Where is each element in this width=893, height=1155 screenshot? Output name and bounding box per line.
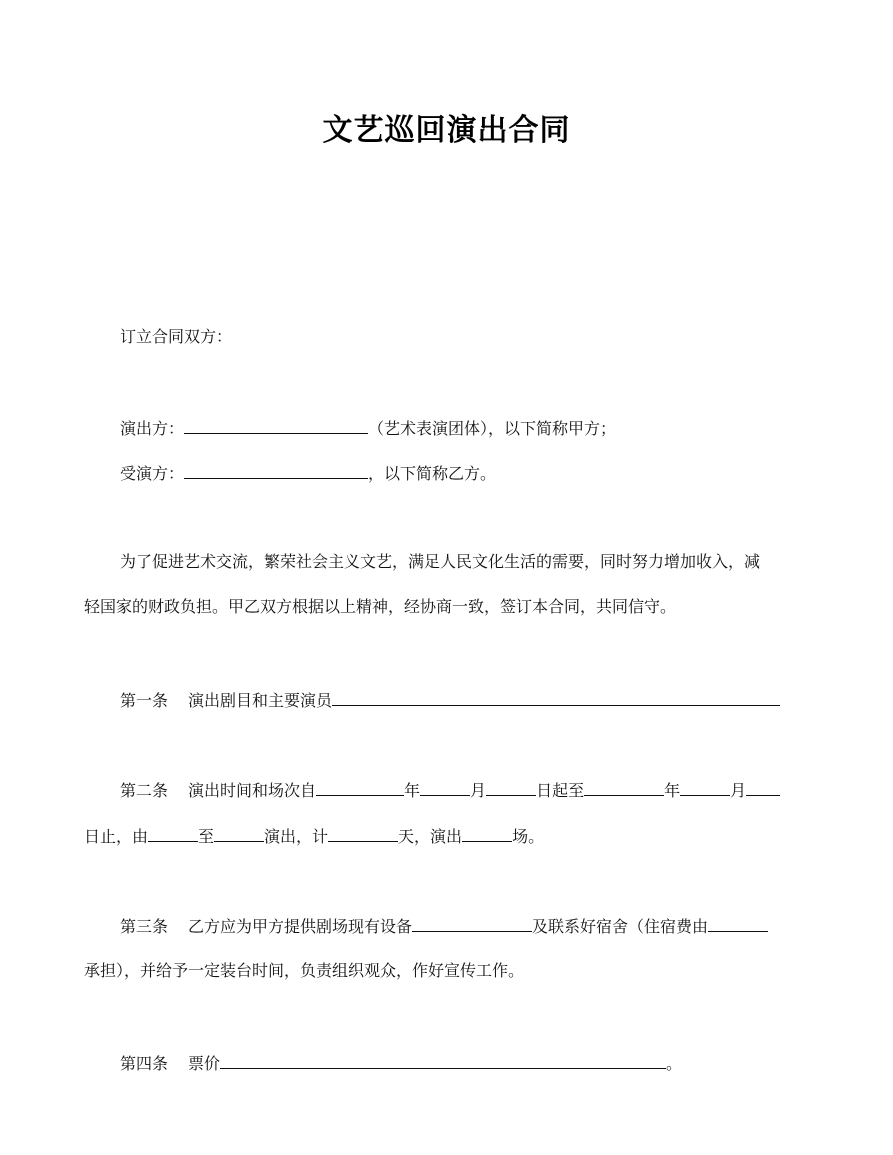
article-3-label: 第三条 bbox=[120, 917, 169, 936]
ticket-price-blank[interactable] bbox=[220, 1052, 666, 1069]
article-4 bbox=[120, 1052, 682, 1074]
host-suffix: ，以下简称乙方。 bbox=[368, 464, 497, 483]
to-place-blank[interactable] bbox=[214, 825, 264, 842]
article-3-text-b: 及联系好宿舍（住宿费由 bbox=[532, 917, 709, 936]
preamble-line-2: 轻国家的财政负担。甲乙双方根据以上精神，经协商一致，签订本合同，共同信守。 bbox=[84, 597, 677, 616]
article-2-line-1 bbox=[120, 779, 780, 801]
days-blank[interactable] bbox=[328, 825, 398, 842]
performer-blank[interactable] bbox=[184, 417, 368, 434]
period: 。 bbox=[666, 1054, 683, 1073]
document-title: 文艺巡回演出合同 bbox=[322, 113, 571, 148]
equipment-blank[interactable] bbox=[412, 915, 532, 932]
days-label: 天，演出 bbox=[398, 827, 463, 846]
shows-blank[interactable] bbox=[462, 825, 512, 842]
end-year-blank[interactable] bbox=[584, 779, 664, 796]
host-prefix: 受演方： bbox=[120, 464, 185, 483]
end-day-blank[interactable] bbox=[746, 779, 780, 796]
start-month-blank[interactable] bbox=[420, 779, 470, 796]
year-label: 年 bbox=[404, 781, 421, 800]
lodging-payer-blank[interactable] bbox=[708, 915, 768, 932]
start-day-blank[interactable] bbox=[486, 779, 536, 796]
day-start-label: 日起至 bbox=[536, 781, 585, 800]
month-label: 月 bbox=[730, 781, 747, 800]
year-label: 年 bbox=[664, 781, 681, 800]
host-blank[interactable] bbox=[184, 462, 368, 479]
month-label: 月 bbox=[470, 781, 487, 800]
article-3-line-1 bbox=[120, 915, 768, 937]
parties-label: 订立合同双方： bbox=[120, 327, 233, 346]
end-month-blank[interactable] bbox=[680, 779, 730, 796]
performer-suffix: （艺术表演团体），以下简称甲方； bbox=[368, 419, 617, 438]
article-3-line-2: 承担），并给予一定装台时间，负责组织观众，作好宣传工作。 bbox=[84, 961, 525, 980]
preamble-line-1: 为了促进艺术交流，繁荣社会主义文艺，满足人民文化生活的需要，同时努力增加收入，减 bbox=[120, 552, 761, 571]
performer-prefix: 演出方： bbox=[120, 419, 185, 438]
start-year-blank[interactable] bbox=[316, 779, 404, 796]
article-4-text: 票价 bbox=[188, 1054, 221, 1073]
article-2-label: 第二条 bbox=[120, 781, 169, 800]
article-3-text-a: 乙方应为甲方提供剧场现有设备 bbox=[188, 917, 413, 936]
article-1-label: 第一条 bbox=[120, 691, 169, 710]
host-line bbox=[120, 462, 496, 484]
performer-line bbox=[120, 417, 616, 439]
shows-label: 场。 bbox=[512, 827, 545, 846]
article-4-label: 第四条 bbox=[120, 1054, 169, 1073]
to-label: 至 bbox=[198, 827, 215, 846]
article-2-line-2 bbox=[84, 825, 544, 847]
article-1 bbox=[120, 689, 780, 711]
from-place-blank[interactable] bbox=[148, 825, 198, 842]
article-1-text: 演出剧目和主要演员 bbox=[188, 691, 333, 710]
article-2-text: 演出时间和场次自 bbox=[188, 781, 317, 800]
article-1-blank[interactable] bbox=[332, 689, 780, 706]
perform-count-label: 演出，计 bbox=[264, 827, 329, 846]
end-day-label: 日止，由 bbox=[84, 827, 149, 846]
